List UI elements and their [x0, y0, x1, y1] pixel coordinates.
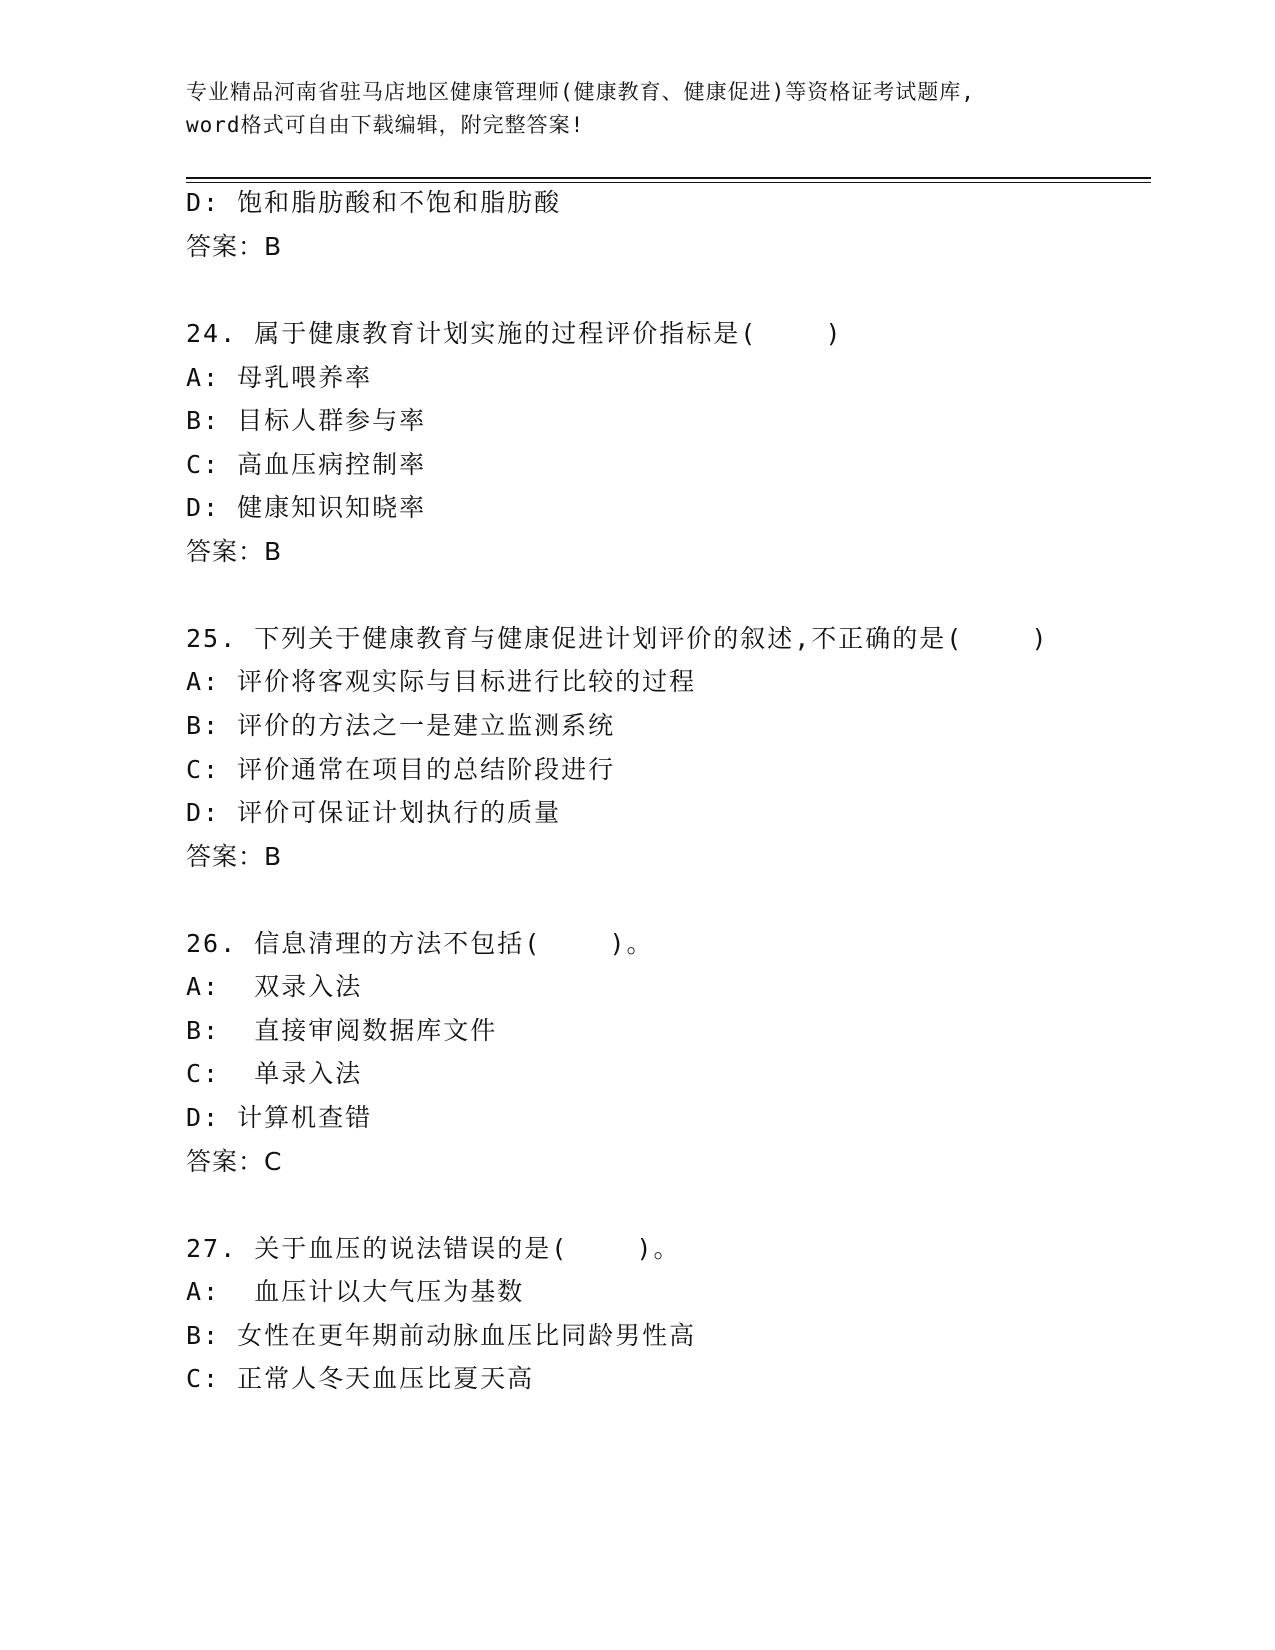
question-24-option-c: C: 高血压病控制率: [186, 450, 427, 479]
question-26-stem: 26. 信息清理的方法不包括( )。: [186, 929, 654, 958]
question-25-option-d: D: 评价可保证计划执行的质量: [186, 798, 562, 827]
question-24-option-d: D: 健康知识知晓率: [186, 493, 427, 522]
question-25-answer: 答案：B: [186, 842, 283, 871]
question-26-option-c: C: 单录入法: [186, 1059, 363, 1088]
document-header: [186, 76, 1086, 142]
header-divider-thick: [186, 177, 1151, 179]
question-27-option-b: B: 女性在更年期前动脉血压比同龄男性高: [186, 1321, 697, 1350]
question-24-option-b: B: 目标人群参与率: [186, 406, 427, 435]
question-27-stem: 27. 关于血压的说法错误的是( )。: [186, 1234, 681, 1263]
question-25-stem: 25. 下列关于健康教育与健康促进计划评价的叙述,不正确的是( ): [186, 624, 1049, 653]
question-26-answer: 答案：C: [186, 1147, 283, 1176]
question-25-option-a: A: 评价将客观实际与目标进行比较的过程: [186, 667, 697, 696]
header-divider-thin: [186, 182, 1151, 183]
question-26-option-d: D: 计算机查错: [186, 1103, 373, 1132]
header-line-1: 专业精品河南省驻马店地区健康管理师(健康教育、健康促进)等资格证考试题库,: [186, 80, 975, 104]
question-26-option-b: B: 直接审阅数据库文件: [186, 1016, 498, 1045]
question-27-option-c: C: 正常人冬天血压比夏天高: [186, 1364, 535, 1393]
question-24-stem: 24. 属于健康教育计划实施的过程评价指标是( ): [186, 319, 843, 348]
prev-question-option-d: D: 饱和脂肪酸和不饱和脂肪酸: [186, 188, 562, 217]
question-24-option-a: A: 母乳喂养率: [186, 363, 373, 392]
question-25-option-b: B: 评价的方法之一是建立监测系统: [186, 711, 616, 740]
question-26-option-a: A: 双录入法: [186, 972, 363, 1001]
question-24-answer: 答案：B: [186, 537, 283, 566]
question-27-option-a: A: 血压计以大气压为基数: [186, 1277, 525, 1306]
prev-question-answer: 答案：B: [186, 232, 283, 261]
header-line-2: word格式可自由下载编辑，附完整答案!: [186, 113, 585, 137]
question-25-option-c: C: 评价通常在项目的总结阶段进行: [186, 755, 616, 784]
